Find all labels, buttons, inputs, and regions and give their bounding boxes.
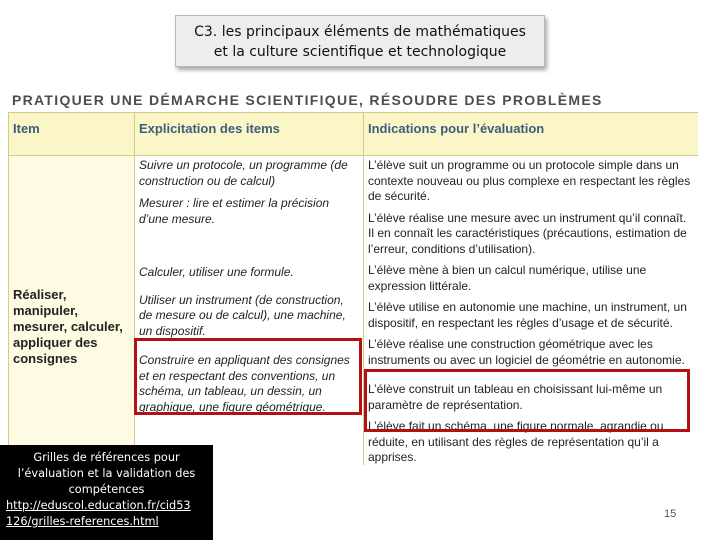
explicitation-text: Mesurer : lire et estimer la précision d’une mesure. [139, 196, 330, 226]
reference-link[interactable]: 126/grilles-references.html [6, 515, 159, 528]
caption-line: Grilles de références pour [33, 451, 180, 464]
indication-text: L’élève utilise en autonomie une machine, un instrument, un dispositif, en respectant les règles d’usage et de sécurité. [368, 300, 687, 330]
header-explicitation: Explicitation des items [135, 113, 364, 156]
explicitation-text: Utiliser un instrument (de construction, de mesure ou de calcul), une machine, un dispositif. [139, 292, 346, 338]
slide-title [175, 15, 545, 67]
item-cell [9, 156, 135, 466]
indication-text: L’élève réalise une mesure avec un instrument qu’il connaît. Il en connaît les caractéristiques (précautions, estimation de l’erreur, conditions d’utilisation). [368, 210, 687, 256]
indication-text: L’élève construit un tableau en choisissant lui-même un paramètre de représentation. [368, 382, 663, 412]
table-header-row [9, 113, 699, 156]
indication-text: L’élève suit un programme ou un protocole simple dans un contexte nouveau ou plus complexe en respectant les règles de sécurité. [368, 158, 691, 203]
highlight-box-indications [364, 369, 690, 432]
reference-caption [0, 445, 213, 540]
caption-line: l’évaluation et la validation des [17, 467, 196, 480]
explicitation-cell [135, 156, 364, 466]
explicitation-text: Calculer, utiliser une formule. [139, 265, 294, 279]
slide-title-line1: C3. les principaux éléments de mathématiques [194, 24, 526, 40]
explicitation-text: Suivre un protocole, un programme (de construction ou de calcul) [139, 158, 348, 188]
slide-title-line2: et la culture scientifique et technologique [213, 44, 507, 60]
indication-text: L’élève réalise une construction géométrique avec les instruments ou avec un logiciel de géométrie en autonomie. [368, 337, 685, 367]
reference-link[interactable]: http://eduscol.education.fr/cid53 [6, 499, 191, 512]
highlight-box-explicitation [134, 338, 362, 415]
section-heading: PRATIQUER UNE DÉMARCHE SCIENTIFIQUE, RÉSOUDRE DES PROBLÈMES [12, 92, 603, 108]
indication-text: L’élève fait un schéma, une figure normale, agrandie ou réduite, en utilisant des règles de représentation qu’il a apprises. [368, 419, 664, 464]
header-item: Item [9, 113, 135, 156]
caption-line: compétences [68, 483, 145, 496]
item-label: Réaliser, manipuler, mesurer, calculer, appliquer des consignes [13, 286, 123, 366]
explicitation-text: Construire en appliquant des consignes et en respectant des conventions, un schéma, un tableau, un dessin, un graphique, une figure géométrique. [139, 353, 350, 414]
header-indications: Indications pour l’évaluation [364, 113, 699, 156]
indication-text: L’élève mène à bien un calcul numérique, utilise une expression littérale. [368, 263, 647, 293]
page-number: 15 [664, 508, 677, 520]
